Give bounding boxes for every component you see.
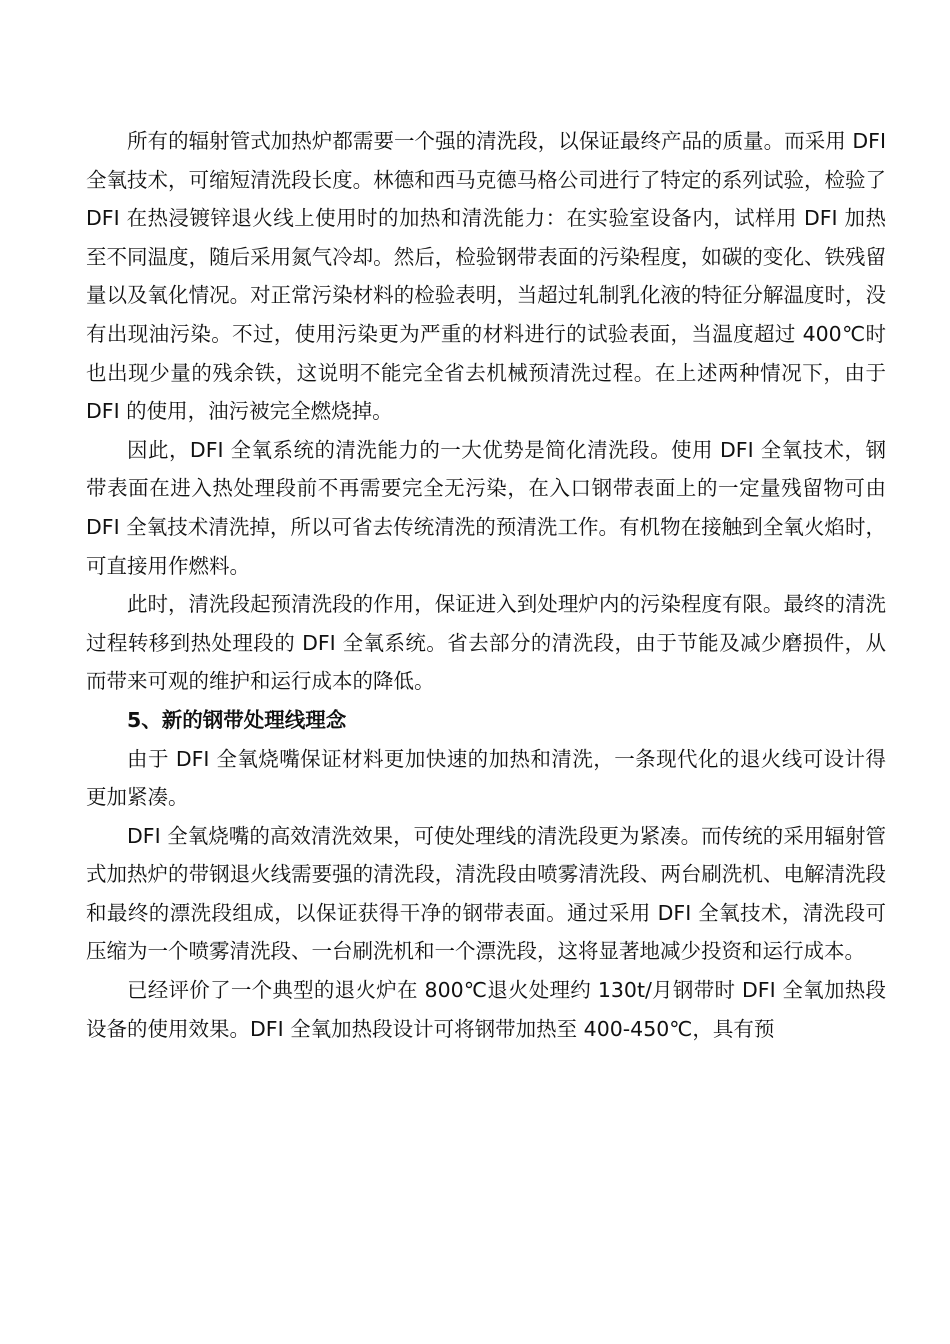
paragraph-annealing-evaluation: 已经评价了一个典型的退火炉在 800℃退火处理约 130t/月钢带时 DFI 全氧加热段设备的使用效果。DFI 全氧加热段设计可将钢带加热至 400-450℃，具有预 <box>86 978 886 1041</box>
document-page <box>86 122 886 1048</box>
paragraph-radiant-tube-cleaning: 所有的辐射管式加热炉都需要一个强的清洗段，以保证最终产品的质量。而采用 DFI 全氧技术，可缩短清洗段长度。林德和西马克德马格公司进行了特定的系列试验，检验了 DFI 在热浸镀锌退火线上使用时的加热和清洗能力：在实验室设备内，试样用 DFI 加热至不同温度，随后采用氮气冷却。然后，检验钢带表面的污染程度，如碳的变化、铁残留量以及氧化情况。对正常污染材料的检验表明，当超过轧制乳化液的特征分解温度时，没有出现油污染。不过，使用污染更为严重的材料进行的试验表面，当温度超过 400℃时也出现少量的残余铁，这说明不能完全省去机械预清洗过程。在上述两种情况下，由于 DFI 的使用，油污被完全燃烧掉。 <box>86 129 886 424</box>
paragraph-cleaning-advantage: 因此，DFI 全氧系统的清洗能力的一大优势是简化清洗段。使用 DFI 全氧技术，钢带表面在进入热处理段前不再需要完全无污染，在入口钢带表面上的一定量残留物可由 DFI 全氧技术清洗掉，所以可省去传统清洗的预清洗工作。有机物在接触到全氧火焰时，可直接用作燃料。 <box>86 437 886 578</box>
paragraph-pre-cleaning: 此时，清洗段起预清洗段的作用，保证进入到处理炉内的污染程度有限。最终的清洗过程转移到热处理段的 DFI 全氧系统。省去部分的清洗段，由于节能及减少磨损件，从而带来可观的维护和运行成本的降低。 <box>86 592 886 694</box>
paragraph-compact-line: 由于 DFI 全氧烧嘴保证材料更加快速的加热和清洗，一条现代化的退火线可设计得更加紧凑。 <box>86 746 886 810</box>
paragraph-cleaning-section-compact: DFI 全氧烧嘴的高效清洗效果，可使处理线的清洗段更为紧凑。而传统的采用辐射管式加热炉的带钢退火线需要强的清洗段，清洗段由喷雾清洗段、两台刷洗机、电解清洗段和最终的漂洗段组成，以保证获得干净的钢带表面。通过采用 DFI 全氧技术，清洗段可压缩为一个喷雾清洗段、一台刷洗机和一个漂洗段，这将显著地减少投资和运行成本。 <box>86 823 886 964</box>
section-heading: 5、新的钢带处理线理念 <box>127 707 347 732</box>
